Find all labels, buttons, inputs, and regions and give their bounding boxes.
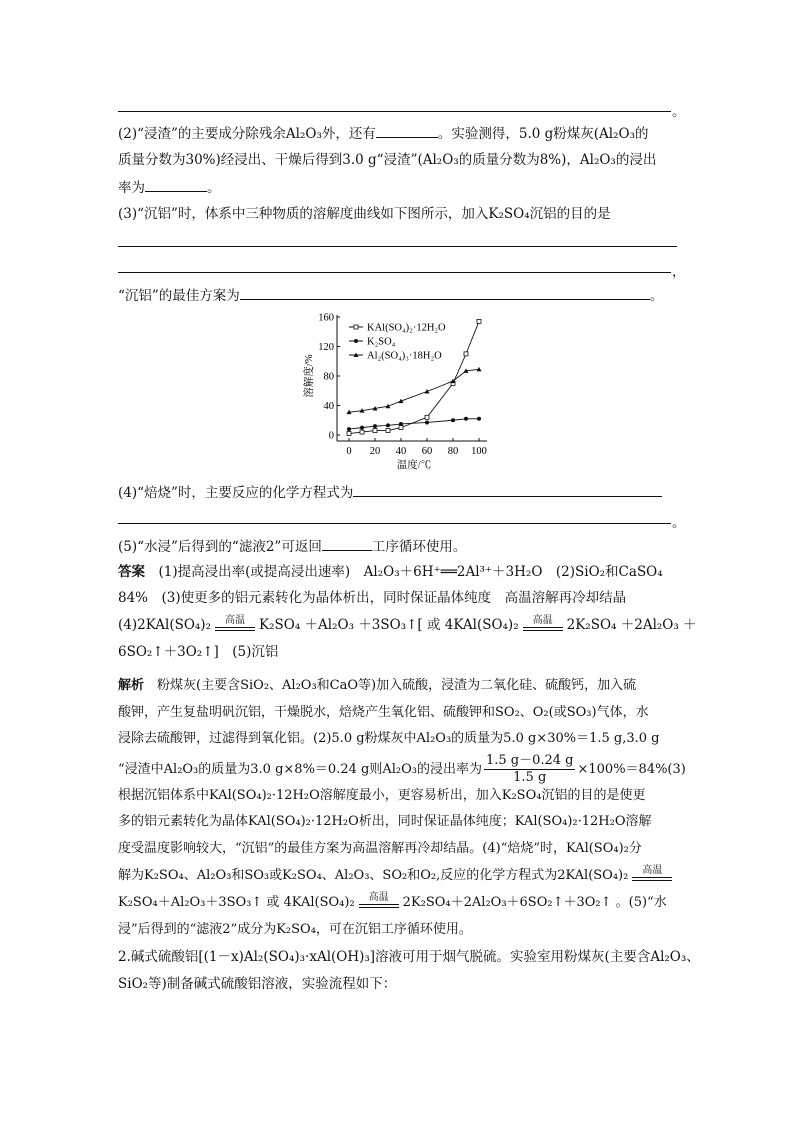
- analysis-line-1: [118, 677, 678, 695]
- question-2-line-3: [118, 178, 678, 197]
- condition-label: 高温: [225, 614, 245, 626]
- data-point: [347, 432, 351, 436]
- denominator: 1.5 g: [513, 770, 547, 785]
- text: (4)2KAl(SO₄)₂: [118, 617, 211, 633]
- text: K₂SO₄ ＋Al₂O₃ ＋3SO₃↑[ 或 4KAl(SO₄)₂: [259, 617, 519, 633]
- period: 。: [672, 515, 686, 531]
- y-tick-label: 120: [318, 342, 334, 353]
- answer-line-2: 84% (3)使更多的铝元素转化为晶体析出，同时保证晶体纯度 高温溶解再冷却结晶: [118, 590, 627, 606]
- data-point: [477, 319, 481, 323]
- x-tick-label: 100: [471, 446, 487, 457]
- question-3-line-4: [118, 286, 678, 305]
- text: 2K₂SO₄ ＋2Al₂O₃ ＋: [566, 617, 697, 633]
- y-tick-label: 40: [323, 401, 334, 412]
- analysis-line-5: 根据沉铝体系中KAl(SO₄)₂·12H₂O溶解度最小，更容易析出，加入K₂SO₄沉铝的目的是使更: [118, 788, 646, 803]
- data-point: [399, 426, 403, 430]
- answer-blank-line[interactable]: [118, 523, 671, 524]
- answer-line-3: [118, 614, 697, 634]
- analysis-line-9: [118, 891, 678, 912]
- y-axis-label: 溶解度/%: [304, 354, 315, 398]
- text: 。: [207, 180, 221, 196]
- data-point: [373, 429, 377, 433]
- analysis-line-10: 浸”后得到的“滤液2”成分为K₂SO₄，可在沉铝工序循环使用。: [118, 922, 472, 937]
- y-tick-label: 160: [318, 312, 334, 324]
- condition-label: 高温: [642, 864, 663, 876]
- answer-blank[interactable]: [240, 286, 650, 300]
- legend-marker: [354, 325, 358, 329]
- text: (1)提高浸出率(或提高浸出速率) Al₂O₃＋6H⁺══2Al³⁺＋3H₂O (2)SiO₂和CaSO₄: [158, 564, 663, 580]
- question-2-line-1: [118, 124, 678, 143]
- analysis-label: 解析: [118, 678, 145, 693]
- answer-blank[interactable]: [353, 483, 662, 497]
- text: 。实验测得，5.0 g粉煤灰(Al₂O₃的: [437, 126, 649, 142]
- analysis-line-4: [118, 753, 686, 786]
- data-point: [347, 427, 351, 431]
- series-line: [349, 419, 479, 429]
- text: “浸渣中Al₂O₃的质量为3.0 g×8%＝0.24 g则Al₂O₃的浸出率为: [118, 762, 482, 777]
- reaction-condition: [359, 891, 399, 911]
- question-3-line-1: (3)“沉铝”时，体系中三种物质的溶解度曲线如下图所示，加入K₂SO₄沉铝的目的是: [118, 206, 611, 222]
- text: (2)“浸渣”的主要成分除残余Al₂O₃外，还有: [118, 126, 376, 142]
- condition-label: 高温: [368, 891, 389, 903]
- text: 解为K₂SO₄、Al₂O₃和SO₃或K₂SO₄、Al₂O₃、SO₂和O₂,反应的化学方程式为2KAl(SO₄)₂: [118, 868, 629, 883]
- question-next-line-1: 2.碱式硫酸铝[(1－x)Al₂(SO₄)₃·xAl(OH)₃]溶液可用于烟气脱硫。实验室用粉煤灰(主要含Al₂O₃、: [118, 949, 700, 965]
- answer-label: 答案: [118, 564, 145, 580]
- data-point: [425, 420, 429, 424]
- data-point: [399, 422, 403, 426]
- fraction: [484, 753, 576, 786]
- x-tick-label: 20: [369, 446, 381, 457]
- x-tick-label: 0: [346, 446, 352, 457]
- text: K₂SO₄＋Al₂O₃＋3SO₃↑ 或 4KAl(SO₄)₂: [118, 895, 355, 910]
- text: 工序循环使用。: [371, 539, 467, 555]
- question-next-line-2: SiO₂等)制备碱式硫酸铝溶液，实验流程如下：: [118, 976, 397, 992]
- analysis-line-2: 酸钾，产生复盐明矾沉铝，干燥脱水，焙烧产生氧化铝、硫酸钾和SO₂、O₂(或SO₃)气体，水: [118, 705, 649, 720]
- legend-label: Al₂(SO₄)₃·18H₂O: [367, 350, 442, 362]
- legend-label: KAl(SO₄)₂·12H₂O: [367, 322, 446, 334]
- question-2-line-2: 质量分数为30%)经浸出、干燥后得到3.0 g“浸渣”(Al₂O₃的质量分数为8%)，Al₂O₃的浸出: [118, 152, 657, 168]
- comma: ，: [672, 264, 686, 280]
- analysis-line-8: [118, 864, 678, 885]
- data-point: [464, 352, 468, 356]
- y-tick-label: 0: [328, 430, 334, 442]
- data-point: [464, 417, 468, 421]
- x-axis-label: 温度/℃: [396, 460, 432, 471]
- period: 。: [649, 288, 664, 304]
- legend-marker: [354, 339, 358, 343]
- text: “沉铝”的最佳方案为: [118, 288, 240, 304]
- answer-line-4: 6SO₂↑＋3O₂↑] (5)沉铝: [118, 644, 279, 660]
- condition-label: 高温: [532, 614, 553, 626]
- x-tick-label: 40: [395, 446, 407, 457]
- text: (5)“水浸”后得到的“滤液2”可返回: [118, 539, 322, 555]
- text: (4)“焙烧”时，主要反应的化学方程式为: [118, 485, 354, 501]
- analysis-line-3: 浸除去硫酸钾，过滤得到氧化铝。(2)5.0 g粉煤灰中Al₂O₃的质量为5.0 g×30%＝1.5 g,3.0 g: [118, 731, 660, 746]
- reaction-condition: [215, 614, 255, 634]
- x-tick-label: 80: [447, 446, 459, 457]
- answer-blank[interactable]: [322, 537, 372, 551]
- text: 粉煤灰(主要含SiO₂、Al₂O₃和CaO等)加入硫酸，浸渣为二氧化硅、硫酸钙，加入硫: [157, 678, 637, 693]
- data-point: [451, 418, 455, 422]
- y-tick-label: 80: [323, 371, 334, 383]
- x-tick-label: 60: [421, 446, 433, 457]
- data-point: [386, 423, 390, 427]
- answer-blank-line[interactable]: [118, 272, 671, 273]
- analysis-line-6: 多的铝元素转化为晶体KAl(SO₄)₂·12H₂O析出，同时保证晶体纯度；KAl(SO₄)₂·12H₂O溶解: [118, 814, 652, 829]
- question-5: [118, 537, 678, 556]
- answer-line-1: [118, 563, 678, 581]
- answer-blank[interactable]: [145, 178, 207, 192]
- text: ×100%＝84%(3): [577, 762, 686, 777]
- text: 率为: [118, 180, 145, 196]
- data-point: [360, 426, 364, 430]
- analysis-line-7: 度受温度影响较大，“沉铝”的最佳方案为高温溶解再冷却结晶。(4)“焙烧”时，KAl(SO₄)₂分: [118, 841, 642, 856]
- answer-blank-line[interactable]: [118, 246, 677, 247]
- data-point: [386, 429, 390, 433]
- series-line: [349, 369, 479, 412]
- data-point: [373, 424, 377, 428]
- reaction-condition: [523, 614, 563, 634]
- period: 。: [672, 104, 686, 120]
- answer-blank-line[interactable]: [118, 111, 671, 112]
- question-4-line-1: [118, 483, 678, 502]
- answer-blank[interactable]: [376, 124, 438, 138]
- reaction-condition: [632, 864, 672, 884]
- solubility-chart: [290, 305, 490, 475]
- data-point: [477, 417, 481, 421]
- numerator: 1.5 g－0.24 g: [485, 753, 574, 768]
- data-point: [425, 415, 429, 419]
- data-point: [360, 430, 364, 434]
- text: 2K₂SO₄＋2Al₂O₃＋6SO₂↑＋3O₂↑ 。(5)“水: [402, 895, 667, 910]
- legend-label: K₂SO₄: [367, 336, 396, 348]
